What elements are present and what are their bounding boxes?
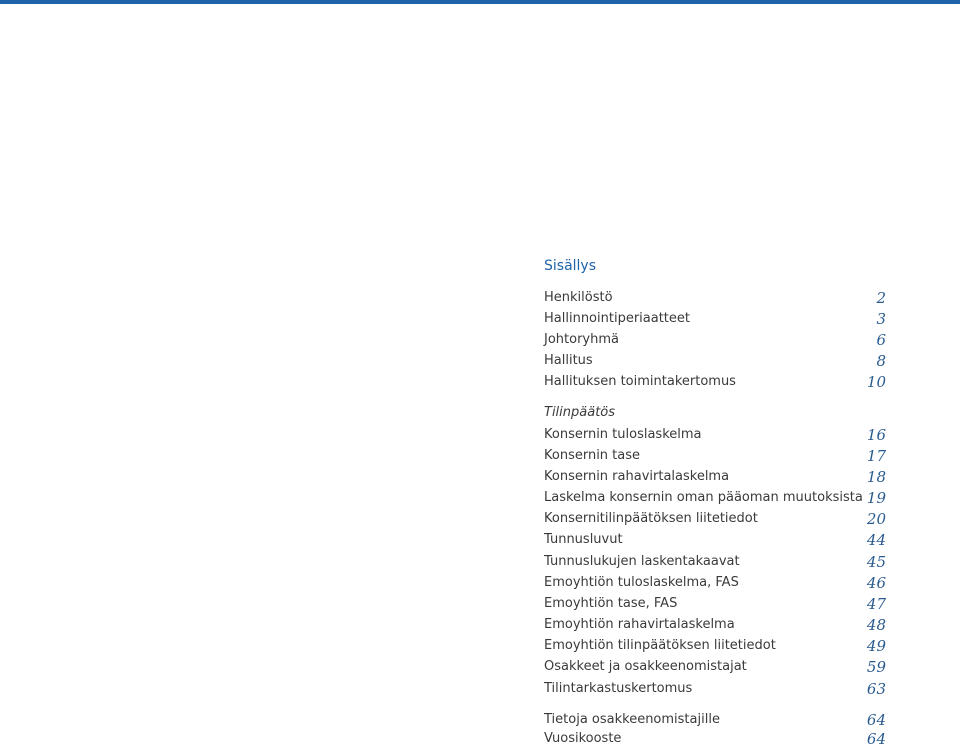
toc-entry[interactable] [544,657,886,677]
toc-entry[interactable] [544,425,886,445]
toc-entry-label: Emoyhtiön tuloslaskelma, FAS [544,575,739,590]
toc-entry-label: Emoyhtiön tase, FAS [544,596,678,611]
toc-entry[interactable] [544,330,886,350]
toc-entry-page: 64 [866,711,886,729]
toc-entry-label: Konsernin rahavirtalaskelma [544,469,730,484]
toc-entry-label: Tilintarkastuskertomus [544,681,693,696]
toc-entry[interactable] [544,467,886,487]
toc-entry[interactable] [544,509,886,529]
toc-entry-page: 6 [876,331,886,349]
toc-entry-label: Tietoja osakkeenomistajille [544,712,720,727]
toc-entry-page: 47 [866,595,886,613]
toc-entry[interactable] [544,488,886,508]
toc-entry-label: Osakkeet ja osakkeenomistajat [544,659,747,674]
toc-entry-page: 8 [876,352,886,370]
toc-entry-label: Tunnusluvut [544,532,623,547]
toc-entry[interactable] [544,679,886,699]
toc-entry[interactable] [544,594,886,614]
toc-entry[interactable] [544,573,886,593]
toc-title: Sisällys [544,258,597,274]
toc-entry-label: Henkilöstö [544,290,613,305]
toc-entry-page: 46 [866,574,886,592]
toc-entry[interactable] [544,552,886,572]
toc-entry-page: 59 [866,658,886,676]
toc-entry-label: Hallituksen toimintakertomus [544,374,736,389]
toc-entry-label: Tunnuslukujen laskentakaavat [544,554,740,569]
toc-entry-page: 2 [876,289,886,307]
toc-entry-label: Konsernin tase [544,448,641,463]
toc-entry-label: Emoyhtiön tilinpäätöksen liitetiedot [544,638,776,653]
toc-entry-page: 64 [866,730,886,748]
toc-entry-label: Vuosikooste [544,731,622,746]
toc-entry[interactable] [544,729,886,749]
toc-entry-label: Hallinnointiperiaatteet [544,311,690,326]
toc-entry-page: 49 [866,637,886,655]
toc-entry[interactable] [544,309,886,329]
toc-entry-page: 17 [866,447,886,465]
toc-entry-label: Johtoryhmä [544,332,619,347]
toc-section-heading: Tilinpäätös [544,405,616,420]
toc-entry[interactable] [544,710,886,730]
toc-entry-label: Hallitus [544,353,593,368]
toc-entry-page: 3 [876,310,886,328]
toc-entry-page: 16 [866,426,886,444]
toc-entry-page: 19 [866,489,886,507]
toc-entry-page: 10 [866,373,886,391]
toc-entry-label: Konsernitilinpäätöksen liitetiedot [544,511,758,526]
toc-entry-page: 44 [866,531,886,549]
toc-entry-page: 18 [866,468,886,486]
top-rule [0,0,960,4]
toc-entry[interactable] [544,446,886,466]
toc-entry[interactable] [544,636,886,656]
toc-entry-page: 45 [866,553,886,571]
toc-entry-page: 20 [866,510,886,528]
toc-entry-label: Laskelma konsernin oman pääoman muutoksista [544,490,863,505]
toc-entry[interactable] [544,372,886,392]
toc-entry-label: Konsernin tuloslaskelma [544,427,702,442]
toc-entry[interactable] [544,530,886,550]
toc-entry[interactable] [544,288,886,308]
toc-entry-label: Emoyhtiön rahavirtalaskelma [544,617,735,632]
toc-entry-page: 63 [866,680,886,698]
toc-entry[interactable] [544,351,886,371]
toc-entry[interactable] [544,615,886,635]
toc-entry-page: 48 [866,616,886,634]
